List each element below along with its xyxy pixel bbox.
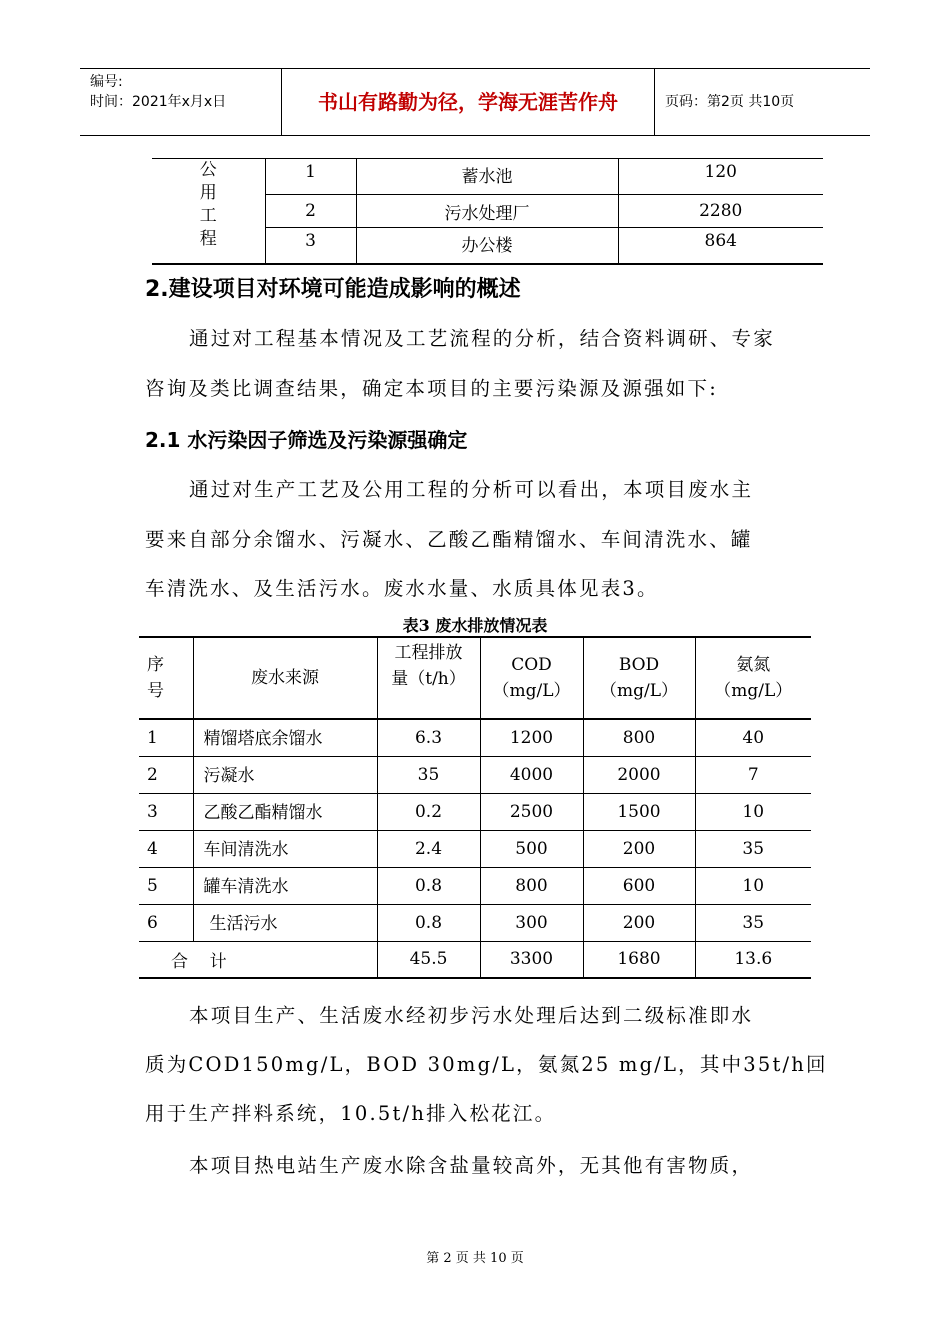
header-bod xyxy=(583,637,695,719)
paragraph-line: 车清洗水、及生活污水。废水水量、水质具体见表3。 xyxy=(145,577,659,600)
cell-cod: 1200 xyxy=(480,719,583,756)
header-cod-line: （mg/L） xyxy=(492,681,571,701)
paragraph-line: 咨询及类比调查结果，确定本项目的主要污染源及源强如下: xyxy=(145,377,718,400)
header-seq-line: 序 xyxy=(147,655,164,675)
cell-source: 污凝水 xyxy=(193,756,377,793)
document-time-label: 时间：2021年x月x日 xyxy=(90,94,227,110)
row-number: 2 xyxy=(265,195,356,228)
total-bod: 1680 xyxy=(583,941,695,978)
paragraph-line: 本项目生产、生活废水经初步污水处理后达到二级标准即水 xyxy=(189,1004,754,1027)
table-header-row xyxy=(139,637,811,719)
cell-seq: 1 xyxy=(139,719,193,756)
header-ammonia-line: （mg/L） xyxy=(714,681,793,701)
paragraph-line: 要来自部分余馏水、污凝水、乙酸乙酯精馏水、车间清洗水、罐 xyxy=(145,528,753,551)
cell-source: 罐车清洗水 xyxy=(193,867,377,904)
cell-source: 精馏塔底余馏水 xyxy=(193,719,377,756)
cell-bod: 200 xyxy=(583,830,695,867)
section-2-1-heading: 2.1 水污染因子筛选及污染源强确定 xyxy=(145,428,468,452)
cell-source: 生活污水 xyxy=(193,904,377,941)
cell-seq: 6 xyxy=(139,904,193,941)
total-cod: 3300 xyxy=(480,941,583,978)
header-bod-line: （mg/L） xyxy=(599,681,679,701)
cell-ammonia: 35 xyxy=(695,904,811,941)
cell-seq: 3 xyxy=(139,793,193,830)
cell-seq: 2 xyxy=(139,756,193,793)
header-source: 废水来源 xyxy=(193,637,377,719)
cell-cod: 500 xyxy=(480,830,583,867)
header-bod-line: BOD xyxy=(618,655,660,675)
table-3-caption: 表3 废水排放情况表 xyxy=(402,616,548,635)
cell-bod: 2000 xyxy=(583,756,695,793)
header-meta xyxy=(80,69,282,135)
paragraph-line: 本项目热电站生产废水除含盐量较高外，无其他有害物质， xyxy=(189,1154,754,1177)
table-row xyxy=(139,867,811,904)
header-ammonia xyxy=(695,637,811,719)
cell-bod: 200 xyxy=(583,904,695,941)
total-flow: 45.5 xyxy=(377,941,480,978)
header-flow xyxy=(377,637,480,719)
cell-seq: 5 xyxy=(139,867,193,904)
cell-ammonia: 7 xyxy=(695,756,811,793)
cell-ammonia: 10 xyxy=(695,867,811,904)
table-row xyxy=(139,904,811,941)
table-row xyxy=(139,756,811,793)
cell-flow: 0.8 xyxy=(377,904,480,941)
total-row xyxy=(139,941,811,978)
cell-cod: 2500 xyxy=(480,793,583,830)
paragraph-line: 通过对工程基本情况及工艺流程的分析，结合资料调研、专家 xyxy=(189,327,775,350)
facility-value: 864 xyxy=(618,228,823,264)
cell-cod: 800 xyxy=(480,867,583,904)
cell-ammonia: 10 xyxy=(695,793,811,830)
group-label-char: 公 xyxy=(199,160,217,180)
row-number: 1 xyxy=(265,159,356,195)
facility-name: 污水处理厂 xyxy=(356,195,618,228)
cell-ammonia: 40 xyxy=(695,719,811,756)
group-label-char: 工 xyxy=(199,206,217,226)
table-row xyxy=(139,719,811,756)
cell-cod: 300 xyxy=(480,904,583,941)
page-header xyxy=(80,68,870,136)
facility-value: 2280 xyxy=(618,195,823,228)
header-motto: 书山有路勤为径，学海无涯苦作舟 xyxy=(282,69,655,135)
paragraph-line: 用于生产拌料系统，10.5t/h排入松花江。 xyxy=(145,1102,557,1125)
wastewater-discharge-table xyxy=(139,636,811,979)
header-seq xyxy=(139,637,193,719)
cell-bod: 1500 xyxy=(583,793,695,830)
cell-source: 乙酸乙酯精馏水 xyxy=(193,793,377,830)
cell-flow: 0.2 xyxy=(377,793,480,830)
header-ammonia-line: 氨氮 xyxy=(736,655,771,675)
paragraph-line: 质为COD150mg/L，BOD 30mg/L，氨氮25 mg/L，其中35t/h回 xyxy=(145,1053,828,1076)
section-2-heading: 2.建设项目对环境可能造成影响的概述 xyxy=(145,277,521,302)
cell-flow: 0.8 xyxy=(377,867,480,904)
cell-cod: 4000 xyxy=(480,756,583,793)
cell-ammonia: 35 xyxy=(695,830,811,867)
public-works-table xyxy=(152,158,823,265)
cell-flow: 35 xyxy=(377,756,480,793)
facility-name: 办公楼 xyxy=(356,228,618,264)
page-footer: 第 2 页 共 10 页 xyxy=(426,1251,524,1266)
group-label-char: 用 xyxy=(199,183,217,203)
total-ammonia: 13.6 xyxy=(695,941,811,978)
header-flow-line: 工程排放 xyxy=(394,643,463,663)
header-cod xyxy=(480,637,583,719)
cell-seq: 4 xyxy=(139,830,193,867)
header-flow-line: 量（t/h） xyxy=(391,669,466,689)
document-number-label: 编号: xyxy=(90,74,123,90)
cell-bod: 600 xyxy=(583,867,695,904)
table-row xyxy=(139,830,811,867)
facility-value: 120 xyxy=(618,159,823,195)
group-label-char: 程 xyxy=(199,229,217,249)
cell-source: 车间清洗水 xyxy=(193,830,377,867)
row-number: 3 xyxy=(265,228,356,264)
header-page-info: 页码：第2页 共10页 xyxy=(665,94,795,110)
total-label: 合 计 xyxy=(139,941,377,978)
table-row xyxy=(139,793,811,830)
cell-flow: 2.4 xyxy=(377,830,480,867)
cell-flow: 6.3 xyxy=(377,719,480,756)
group-label-cell xyxy=(152,159,265,264)
paragraph-line: 通过对生产工艺及公用工程的分析可以看出，本项目废水主 xyxy=(189,478,754,501)
cell-bod: 800 xyxy=(583,719,695,756)
facility-name: 蓄水池 xyxy=(356,159,618,195)
header-seq-line: 号 xyxy=(147,681,164,701)
header-cod-line: COD xyxy=(511,655,552,675)
